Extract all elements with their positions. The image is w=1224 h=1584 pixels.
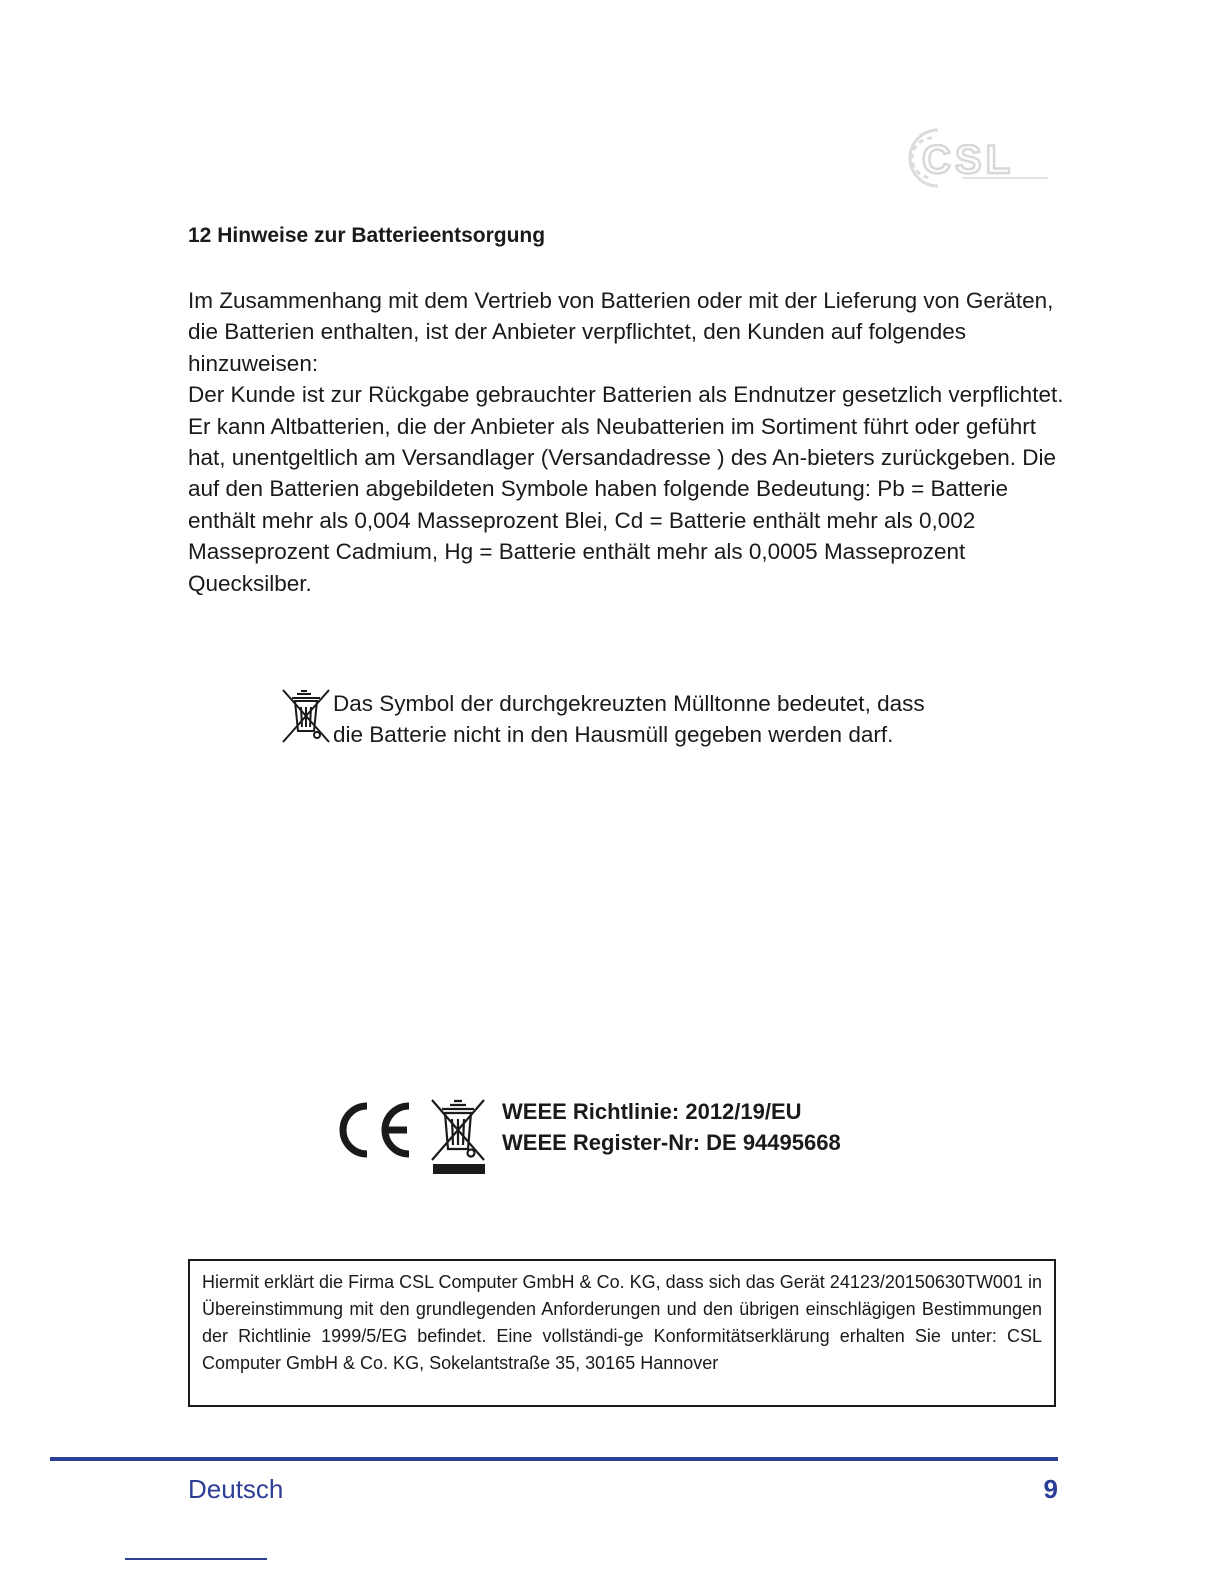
page-number: 9 — [1043, 1474, 1058, 1504]
weee-bin-icon — [428, 1098, 488, 1178]
weee-register-number: WEEE Register-Nr: DE 94495668 — [502, 1130, 841, 1155]
csl-logo — [902, 120, 1052, 196]
footer-language: Deutsch — [188, 1474, 284, 1504]
ce-mark-icon — [333, 1098, 417, 1162]
footer-divider — [50, 1457, 1058, 1461]
paragraph-obligation: Der Kunde ist zur Rückgabe gebrauchter Batterien als Endnutzer gesetzlich verpflichtet. Er kann Altbatterien, die der Anbieter als Neubatterien im Sortiment führt oder geführt hat, unentgeltlich am Versandlager (Versandadresse ) des An-bieters zurückgeben. Die auf den Batterien abgebildeten Symbole haben folgende Bedeutung: Pb = Batterie enthält mehr als 0,004 Masseprozent Blei, Cd = Batterie enthält mehr als 0,002 Masseprozent Cadmium, Hg = Batterie enthält mehr als 0,0005 Masseprozent Quecksilber. — [188, 382, 1064, 596]
bin-symbol-note — [281, 688, 925, 751]
weee-directive: WEEE Richtlinie: 2012/19/EU — [502, 1099, 802, 1124]
section-heading: 12 Hinweise zur Batterieentsorgung — [188, 224, 546, 247]
crossed-bin-icon — [281, 688, 331, 744]
bin-note-line-2: die Batterie nicht in den Hausmüll gegeben werden darf. — [333, 722, 894, 748]
bottom-underline — [125, 1558, 267, 1560]
bin-note-line-1: Das Symbol der durchgekreuzten Mülltonne bedeutet, dass — [333, 691, 925, 716]
paragraph-intro: Im Zusammenhang mit dem Vertrieb von Batterien oder mit der Lieferung von Geräten, die Batterien enthalten, ist der Anbieter verpflichtet, den Kunden auf folgendes hinzuweisen: — [188, 288, 1054, 376]
weee-info — [502, 1096, 841, 1158]
conformity-declaration: Hiermit erklärt die Firma CSL Computer GmbH & Co. KG, dass sich das Gerät 24123/20150630TW001 in Übereinstimmung mit den grundlegenden Anforderungen und den übrigen einschlägigen Bestimmungen der Richtlinie 1999/5/EG befindet. Eine vollständi-ge Konformitätserklärung erhalten Sie unter: CSL Computer GmbH & Co. KG, Sokelantstraße 35, 30165 Hannover — [188, 1259, 1056, 1407]
logo-text: CSL — [922, 138, 1014, 182]
bin-symbol-text — [333, 688, 925, 751]
section-body — [188, 285, 1068, 599]
